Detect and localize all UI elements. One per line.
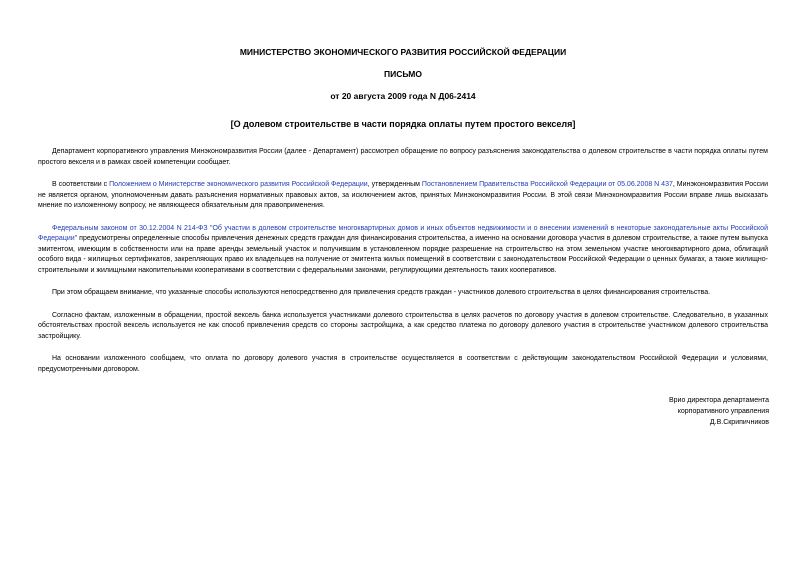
document-type: ПИСЬМО [384, 69, 422, 79]
signature-position: Врио директора департамента [669, 397, 769, 404]
ministry-title: МИНИСТЕРСТВО ЭКОНОМИЧЕСКОГО РАЗВИТИЯ РОССИЙСКОЙ ФЕДЕРАЦИИ [239, 47, 567, 57]
document-subject: [О долевом строительстве в части порядка оплаты путем простого векселя] [230, 119, 576, 129]
paragraph-4: При этом обращаем внимание, что указанные способы используются непосредственно для привлечения средств граждан - участников долевого строительства в целях финансирования строительства. [52, 289, 711, 296]
document-date-number: от 20 августа 2009 года N Д06-2414 [330, 91, 476, 101]
signature-department: корпоративного управления [677, 408, 769, 415]
document-page [38, 0, 768, 387]
paragraph-2 [38, 180, 768, 212]
paragraph-2-text-b: , утвержденным [367, 181, 422, 188]
paragraph-5: Согласно фактам, изложенным в обращении, простой вексель банка используется участниками долевого строительства в целях расчетов по договору участия в долевом строительстве. Следовательно, в указанных обстоятельствах простой вексель используется не как способ привлечения средств со стороны застройщика, а как средство платежа по договору долевого участия в строительстве участником долевого строительства застройщику. [38, 311, 768, 340]
paragraph-2-text-c: , Минэкономразвития России не является органом, уполномоченным давать разъяснения нормативных правовых актов, за исключением актов, принятых Минэкономразвития России. В этой связи Минэкономразвития России вправе лишь высказать мнение по изложенному вопросу, не являющееся обязательным для правоприменения. [38, 181, 769, 209]
paragraph-6: На основании изложенного сообщаем, что оплата по договору долевого участия в строительстве осуществляется в соответствии с действующим законодательством Российской Федерации и условиями, предусмотренными договором. [38, 355, 768, 373]
signature-name: Д.В.Скрипичников [709, 419, 769, 426]
resolution-link[interactable]: Постановлением Правительства Российской Федерации от 05.06.2008 N 437 [421, 181, 673, 188]
federal-law-link[interactable]: Федеральным законом от 30.12.2004 N 214-ФЗ "Об участии в долевом строительстве многоквартирных домов и иных объектов недвижимости и о внесении изменений в некоторые законодательные акты Российской Федерации" [38, 224, 768, 242]
paragraph-3 [38, 224, 768, 277]
paragraph-3-text: предусмотрены определенные способы привлечения денежных средств граждан для финансирования строительства, а именно на основании договора участия в долевом строительстве, а также путем выпуска эмитентом, имеющим в собственности или на праве аренды земельный участок и получившим в установленном порядке разрешение на строительство на этом земельном участке многоквартирного дома, облигаций особого вида - жилищных сертификатов, закрепляющих право их владельцев на получение от эмитента жилых помещений в соответствии с законодательством Российской Федерации о ценных бумагах, а также жилищно-строительными и жилищными накопительными кооперативами в соответствии с федеральными законами, регулирующими деятельность таких кооперативов. [38, 235, 768, 274]
signature-block [669, 395, 769, 428]
paragraph-1: Департамент корпоративного управления Минэкономразвития России (далее - Департамент) рассмотрел обращение по вопросу разъяснения законодательства о долевом строительстве в части порядка оплаты путем простого векселя и в рамках своей компетенции сообщает. [38, 148, 768, 166]
document-body [38, 147, 768, 375]
regulation-link[interactable]: Положением о Министерстве экономического развития Российской Федерации [109, 181, 368, 188]
paragraph-2-text-a: В соответствии с [52, 181, 110, 188]
